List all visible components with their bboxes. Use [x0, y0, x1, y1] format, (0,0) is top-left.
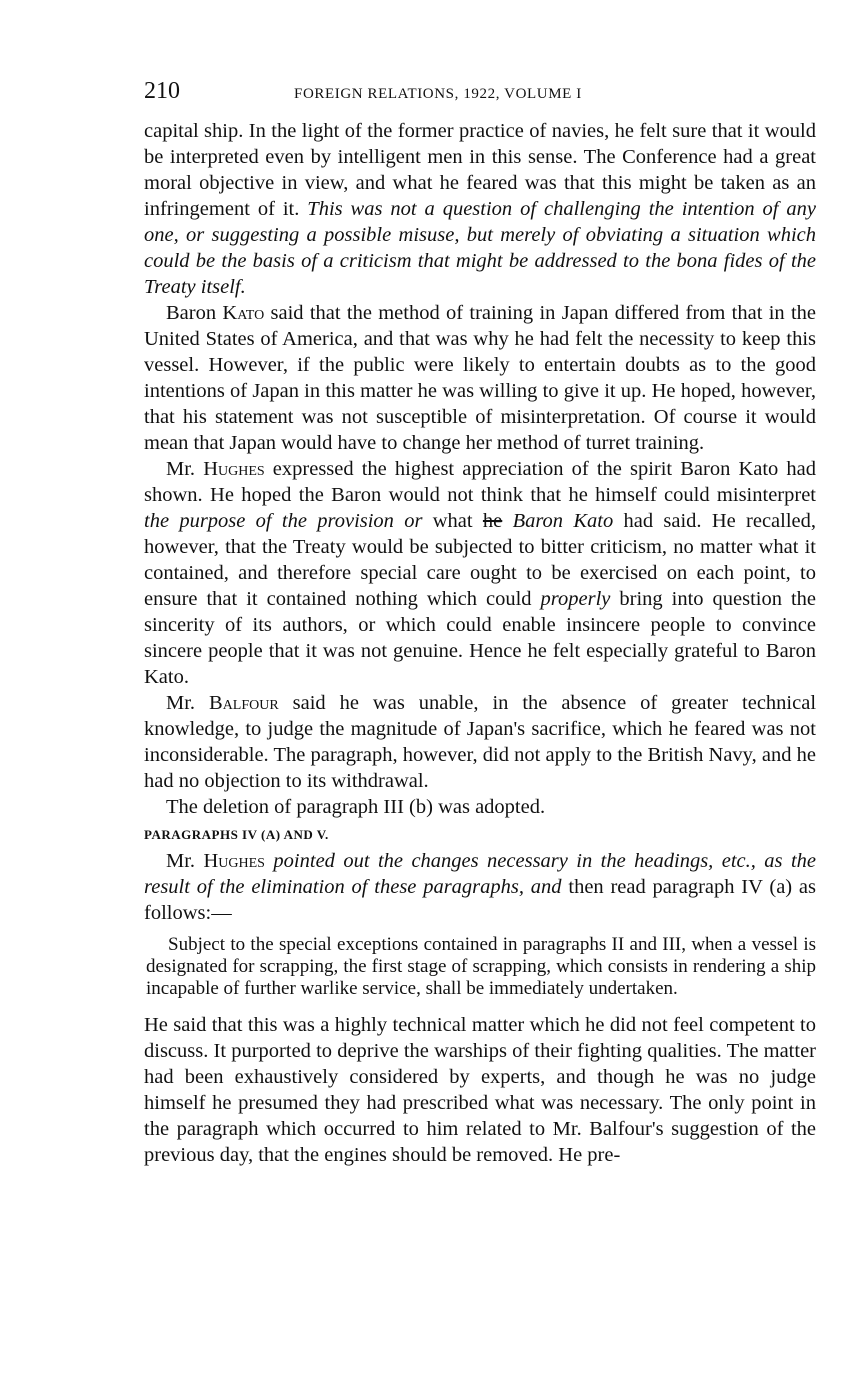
paragraph-text: then read paragraph IV (a) as follows:—: [144, 876, 817, 924]
paragraph-text: what: [432, 510, 473, 532]
paragraph-text: bring into question the sincerity of its authors, or which could enable insincere people to convince sincere people that it was not genuine. Hence he felt especially grateful to Baron Kato.: [144, 588, 817, 688]
speaker-name: Balfour: [209, 692, 279, 714]
speaker-title: Mr.: [166, 692, 196, 714]
document-page: [144, 78, 816, 1168]
paragraph-text: He said that this was a highly technical matter which he did not feel competent to discuss. It purported to deprive the warships of their fighting qualities. The matter had been exhaustively considered by experts, and though he was no judge himself he presumed they had prescribed what was necessary. The only point in the paragraph which occurred to him related to Mr. Balfour's suggestion of the previous day, that the engines should be removed. He pre-: [144, 1014, 816, 1166]
paragraph-text: had said. He recalled, however, that the Treaty would be subjected to bitter criticism, no matter what it contained, and therefore special care ought to be exercised on each point, to ensure that it contained nothing which could: [144, 510, 817, 610]
running-title: FOREIGN RELATIONS, 1922, VOLUME I: [294, 86, 582, 102]
block-quote: Subject to the special exceptions contained in paragraphs II and III, when a vessel is designated for scrapping, the first stage of scrapping, which consists in rendering a ship incapable of further warlike service, shall be immediately undertaken.: [146, 934, 816, 999]
paragraph-hughes-appreciation: [144, 456, 816, 690]
paragraph-baron-kato: [144, 300, 816, 456]
section-heading: PARAGRAPHS IV (A) AND V.: [144, 827, 329, 842]
speaker-title: Mr.: [166, 850, 196, 872]
paragraph-text: expressed the highest appreciation of the spirit Baron Kato had shown. He hoped the Baron would not think that he himself could misinterpret: [144, 458, 817, 506]
paragraph-technical-matter: [144, 1012, 816, 1168]
paragraph-balfour: [144, 690, 816, 794]
speaker-name: Hughes: [203, 458, 265, 480]
paragraph-text: The deletion of paragraph III (b) was adopted.: [166, 796, 546, 818]
paragraph-text: capital ship. In the light of the former practice of navies, he felt sure that it would be interpreted even by intelligent men in this sense. The Conference had a great moral objective in view, and what he feared was that this might be taken as an infringement of it.: [144, 120, 816, 220]
paragraph-capital-ship: [144, 118, 816, 300]
speaker-name: Hughes: [203, 850, 265, 872]
paragraph-text: said that the method of training in Japan differed from that in the United States of America, and that was why he had felt the necessity to keep this vessel. However, if the public were likely to entertain doubts as to the good intentions of Japan in this matter he was willing to give it up. He hoped, however, that his statement was not susceptible of misinterpretation. Of course it would mean that Japan would have to change her method of turret training.: [144, 302, 817, 454]
paragraph-deletion-adopted: [144, 794, 816, 820]
paragraph-hughes-headings: [144, 848, 816, 926]
italic-insertion: This was not a question of challenging the intention of any one, or suggesting a possible misuse, but merely of obviating a situation which could be the basis of a criticism that might be addressed to the bona fides of the Treaty itself.: [144, 198, 816, 298]
italic-insertion: the purpose of the provision or: [144, 510, 423, 532]
page-number: 210: [144, 78, 180, 104]
paragraph-text: said he was unable, in the absence of greater technical knowledge, to judge the magnitude of Japan's sacrifice, which he feared was not inconsiderable. The paragraph, however, did not apply to the British Navy, and he had no objection to its withdrawal.: [144, 692, 817, 792]
speaker-title: Baron: [166, 302, 217, 324]
page-header: [144, 78, 816, 118]
italic-insertion: properly: [540, 588, 611, 610]
speaker-name: Kato: [222, 302, 265, 324]
speaker-title: Mr.: [166, 458, 196, 480]
struck-word: he: [482, 510, 503, 532]
italic-insertion: Baron Kato: [512, 510, 614, 532]
italic-insertion: pointed out the changes necessary in the headings, etc., as the result of the elimination of these paragraphs, and: [144, 850, 817, 898]
